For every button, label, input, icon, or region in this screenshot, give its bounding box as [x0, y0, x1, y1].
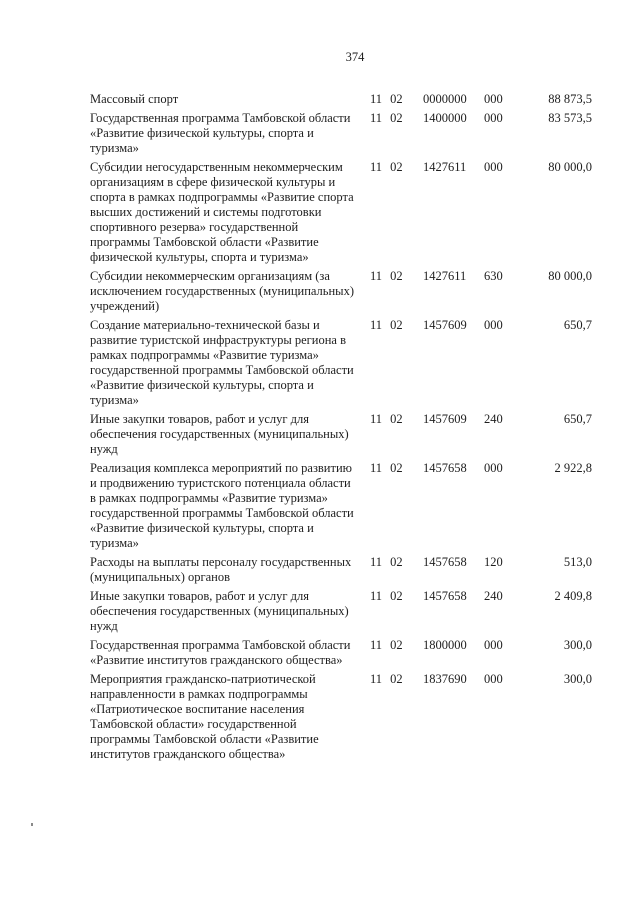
table-row: [90, 269, 592, 314]
row-csr-code: 1800000: [423, 638, 467, 652]
row-amount: 650,7: [563, 412, 592, 426]
row-csr-code: 1457658: [423, 589, 467, 603]
table-row: [90, 555, 592, 585]
row-csr-code: 1427611: [423, 160, 467, 174]
row-csr-code: 1837690: [423, 672, 467, 686]
row-rz-code: 11 02: [370, 318, 403, 332]
row-vr-code: 000: [484, 92, 503, 106]
row-csr-code: 1457609: [423, 318, 467, 332]
table-row: [90, 111, 592, 156]
row-vr-code: 000: [484, 160, 503, 174]
table-row: [90, 461, 592, 551]
row-rz-code: 11 02: [370, 269, 403, 283]
page-number: 374: [345, 50, 365, 64]
row-rz-code: 11 02: [370, 111, 403, 125]
row-title: Реализация комплекса мероприятий по развитию и продвижению туристского потенциала области в рамках подпрограммы «Развитие туризма» государственной программы Тамбовской области «Развитие физической культуры, спорта и туризма»: [90, 461, 354, 550]
row-csr-code: 0000000: [423, 92, 467, 106]
row-amount: 300,0: [563, 672, 592, 686]
table-row: [90, 672, 592, 762]
row-vr-code: 120: [484, 555, 503, 569]
budget-table: [0, 92, 640, 762]
table-row: [90, 589, 592, 634]
table-row: [90, 318, 592, 408]
row-rz-code: 11 02: [370, 555, 403, 569]
row-amount: 88 873,5: [548, 92, 592, 106]
row-vr-code: 240: [484, 412, 503, 426]
row-title: Расходы на выплаты персоналу государственных (муниципальных) органов: [90, 555, 352, 584]
row-rz-code: 11 02: [370, 672, 403, 686]
row-amount: 650,7: [563, 318, 592, 332]
row-rz-code: 11 02: [370, 461, 403, 475]
row-vr-code: 240: [484, 589, 503, 603]
row-title: Субсидии негосударственным некоммерческим организациям в сфере физической культуры и спорта в рамках подпрограммы «Развитие спорта высших достижений и системы подготовки спортивного резерва» государственной программы Тамбовской области «Развитие физической культуры, спорта и туризма»: [90, 160, 354, 264]
row-csr-code: 1457609: [423, 412, 467, 426]
row-title: Мероприятия гражданско-патриотической направленности в рамках подпрограммы «Патриотическое воспитание населения Тамбовской области» государственной программы Тамбовской области «Развитие институтов гражданского общества»: [90, 672, 319, 761]
row-amount: 2 922,8: [554, 461, 592, 475]
row-amount: 300,0: [563, 638, 592, 652]
table-row: [90, 92, 592, 107]
scan-artifact-dot: [31, 823, 33, 826]
row-vr-code: 000: [484, 638, 503, 652]
row-csr-code: 1400000: [423, 111, 467, 125]
row-vr-code: 630: [484, 269, 503, 283]
table-row: [90, 412, 592, 457]
row-rz-code: 11 02: [370, 589, 403, 603]
table-row: [90, 160, 592, 265]
row-csr-code: 1457658: [423, 461, 467, 475]
row-csr-code: 1457658: [423, 555, 467, 569]
row-csr-code: 1427611: [423, 269, 467, 283]
row-vr-code: 000: [484, 672, 503, 686]
row-vr-code: 000: [484, 318, 503, 332]
row-amount: 2 409,8: [554, 589, 592, 603]
row-rz-code: 11 02: [370, 160, 403, 174]
table-row: [90, 638, 592, 668]
row-vr-code: 000: [484, 461, 503, 475]
row-amount: 513,0: [563, 555, 592, 569]
row-title: Иные закупки товаров, работ и услуг для обеспечения государственных (муниципальных) нужд: [90, 412, 349, 456]
row-rz-code: 11 02: [370, 412, 403, 426]
row-rz-code: 11 02: [370, 638, 403, 652]
row-title: Государственная программа Тамбовской области «Развитие физической культуры, спорта и туризма»: [90, 111, 351, 155]
row-title: Иные закупки товаров, работ и услуг для обеспечения государственных (муниципальных) нужд: [90, 589, 349, 633]
row-title: Государственная программа Тамбовской области «Развитие институтов гражданского общества»: [90, 638, 351, 667]
row-title: Субсидии некоммерческим организациям (за исключением государственных (муниципальных) учреждений): [90, 269, 354, 313]
row-amount: 80 000,0: [548, 160, 592, 174]
row-rz-code: 11 02: [370, 92, 403, 106]
row-title: Массовый спорт: [90, 92, 179, 106]
row-amount: 80 000,0: [548, 269, 592, 283]
row-vr-code: 000: [484, 111, 503, 125]
row-title: Создание материально-технической базы и развитие туристской инфраструктуры региона в рамках подпрограммы «Развитие туризма» государственной программы Тамбовской области «Развитие физической культуры, спорта и туризма»: [90, 318, 354, 407]
row-amount: 83 573,5: [548, 111, 592, 125]
